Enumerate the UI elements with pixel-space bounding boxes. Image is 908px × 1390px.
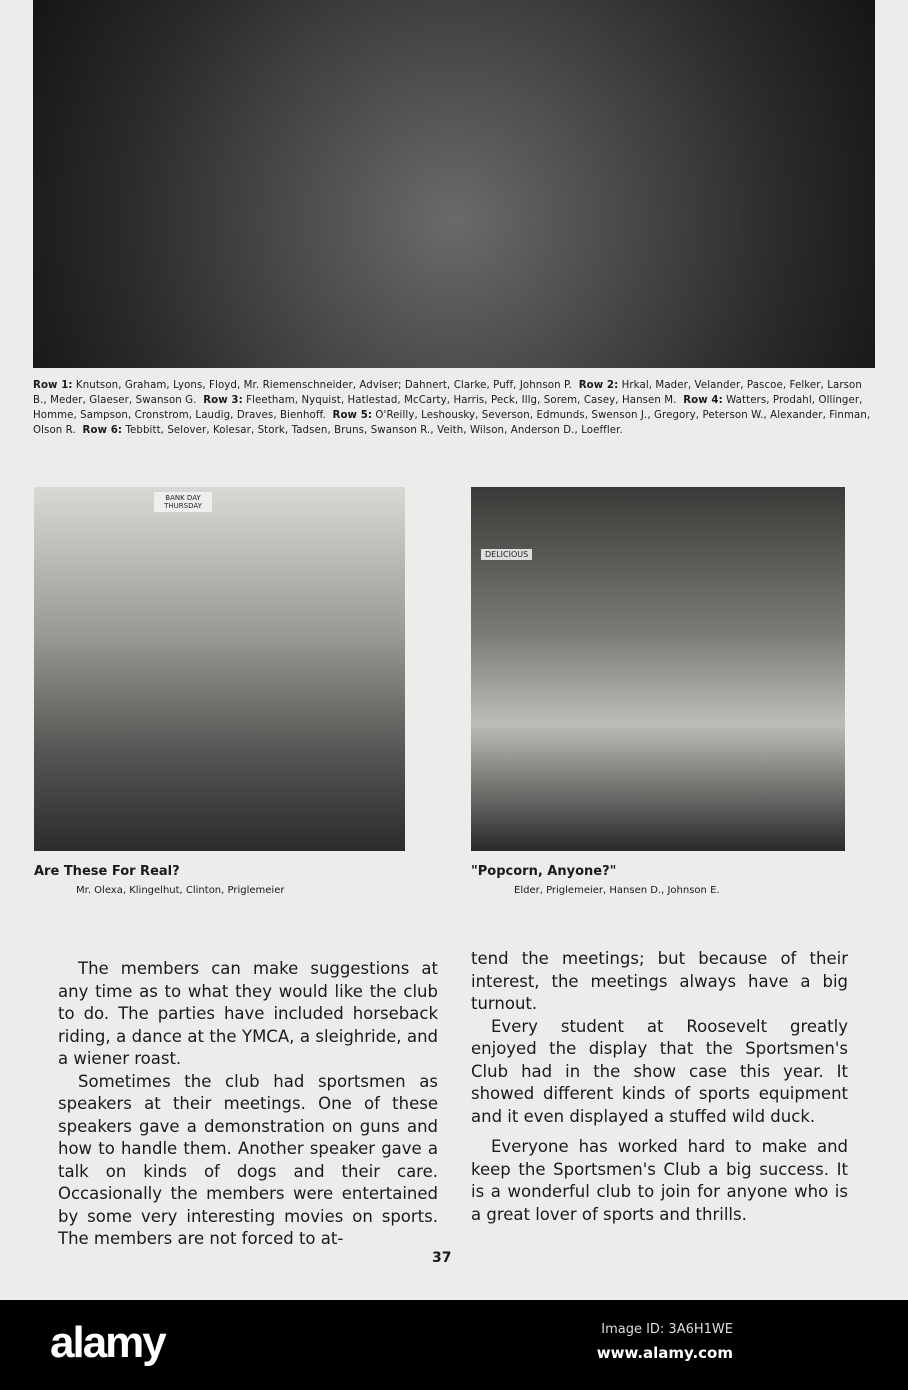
page-number: 37 [432,1250,452,1266]
row-label: Row 1: [33,380,73,391]
photo-names: Elder, Priglemeier, Hansen D., Johnson E. [514,885,720,896]
row-names: Knutson, Graham, Lyons, Floyd, Mr. Riemenschneider, Adviser; Dahnert, Clarke, Puff, Johnson P. [75,380,572,391]
paragraph: tend the meetings; but because of their interest, the meetings always have a big turnout. [471,949,848,1013]
popcorn-photo [471,487,845,851]
photo-title: Are These For Real? [34,864,180,879]
photo-sign: BANK DAY THURSDAY [154,492,212,512]
body-column-left [58,958,438,1251]
group-photo-caption [33,378,878,438]
alamy-logo: alamy [50,1318,165,1367]
row-label: Row 6: [82,425,123,436]
row-label: Row 5: [332,410,373,421]
paragraph: The members can make suggestions at any time as to what they would like the club to do. The parties have included horseback riding, a dance at the YMCA, a sleighride, and a wiener roast. [58,959,438,1068]
group-photo [33,0,875,368]
row-names: Tebbitt, Selover, Kolesar, Stork, Tadsen, Bruns, Swanson R., Veith, Wilson, Anderson D., Loeffler. [125,425,623,436]
row-names: O'Reilly, Leshousky, Severson, Edmunds, Swenson J., Gregory, Peterson W., Alexander, Finman, Olson R. [33,410,871,436]
row-names: Hrkal, Mader, Velander, Pascoe, Felker, Larson B., Meder, Glaeser, Swanson G. [33,380,862,406]
photo-title: "Popcorn, Anyone?" [471,864,617,879]
row-label: Row 2: [578,380,619,391]
watermark-bar [0,1300,908,1390]
paragraph: Sometimes the club had sportsmen as speakers at their meetings. One of these speakers gave a demonstration on guns and how to handle them. Another speaker gave a talk on kinds of dogs and their care. Occasionally the members were entertained by some very interesting movies on sports. The members are not forced to at- [58,1071,438,1248]
watermark-url: www.alamy.com [596,1344,733,1362]
photo-sign: DELICIOUS [481,549,532,560]
image-id: Image ID: 3A6H1WE [601,1322,733,1337]
rifles-photo [34,487,405,851]
photo-names: Mr. Olexa, Klingelhut, Clinton, Priglemeier [76,885,285,896]
row-label: Row 3: [203,395,243,406]
paragraph: Everyone has worked hard to make and keep the Sportsmen's Club a big success. It is a wonderful club to join for anyone who is a great lover of sports and thrills. [471,1137,848,1224]
row-label: Row 4: [683,395,723,406]
row-names: Fleetham, Nyquist, Hatlestad, McCarty, Harris, Peck, Illg, Sorem, Casey, Hansen M. [246,395,677,406]
body-column-right [471,948,848,1226]
row-names: Watters, Prodahl, Ollinger, Homme, Sampson, Cronstrom, Laudig, Draves, Bienhoff. [33,395,863,421]
paragraph: Every student at Roosevelt greatly enjoyed the display that the Sportsmen's Club had in the show case this year. It showed different kinds of sports equipment and it even displayed a stuffed wild duck. [471,1016,848,1126]
